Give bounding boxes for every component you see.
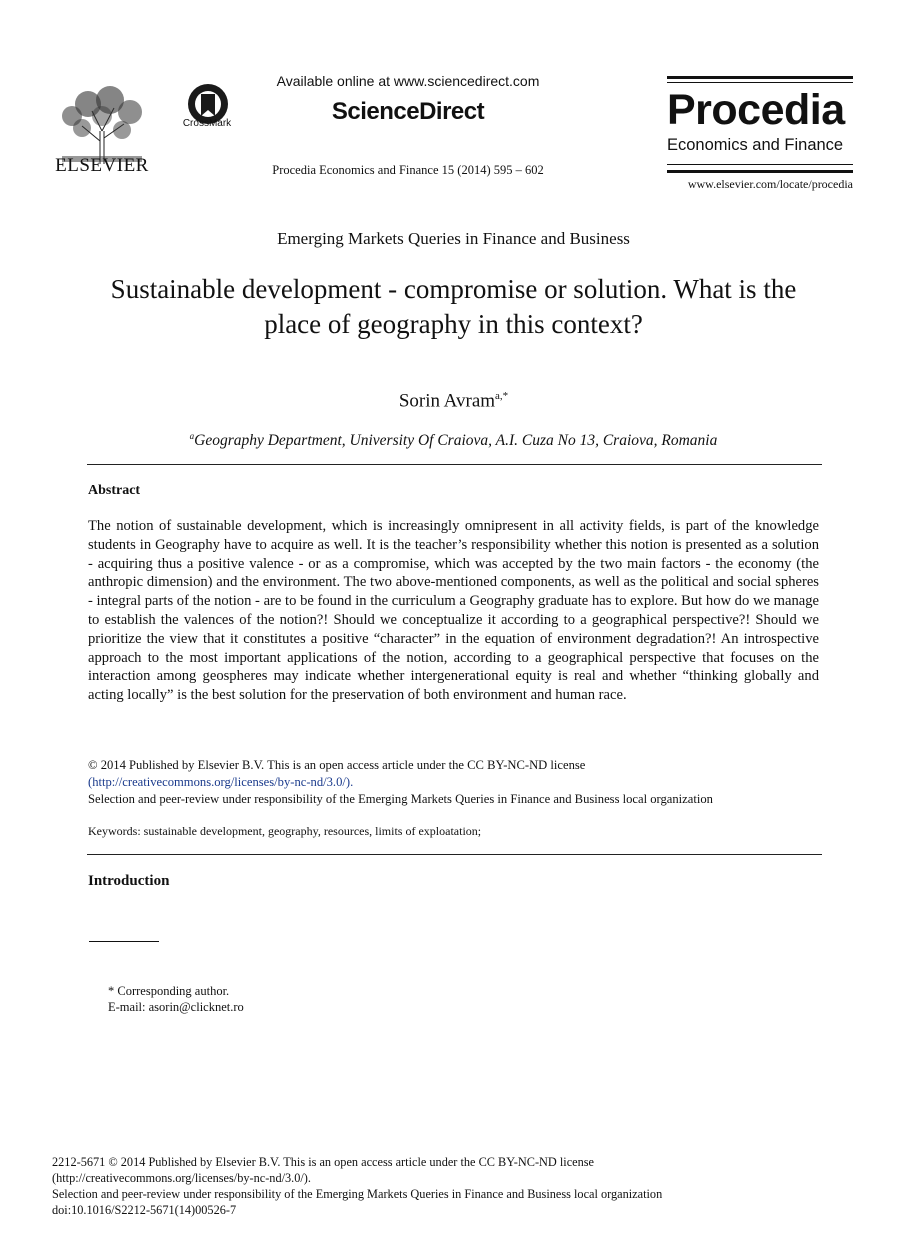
abstract-heading: Abstract <box>88 483 141 498</box>
introduction-heading: Introduction <box>88 873 170 889</box>
peer-review-note: Selection and peer-review under responsibility of the Emerging Markets Queries in Finance and Business local organization <box>88 792 713 806</box>
affiliation-mark: a <box>189 431 195 441</box>
conference-name: Emerging Markets Queries in Finance and Business <box>277 229 630 248</box>
author-email[interactable]: E-mail: asorin@clicknet.ro <box>108 1000 244 1014</box>
title-line-1: Sustainable development - compromise or solution. What is the <box>110 274 797 304</box>
affiliation-text: Geography Department, University Of Craiova, A.I. Cuza No 13, Craiova, Romania <box>194 432 718 450</box>
procedia-top-rule-thin <box>667 82 853 83</box>
procedia-url[interactable]: www.elsevier.com/locate/procedia <box>687 177 853 191</box>
abstract-bottom-rule <box>87 854 822 855</box>
procedia-title: Procedia <box>667 86 845 134</box>
abstract-body: The notion of sustainable development, which is increasingly omnipresent in all activity fields, is part of the knowledge students in Geography have to acquire as well. It is the teacher’s responsibility whether this notion is presented as a solution - acquiring thus a positive valence - or as a compromise, which was accepted by the two main factors - the economy (the anthropic dimension) and the environment. The two above-mentioned components, as well as the political and social spheres - integral parts of the notion - are to be found in the curriculum a Geography graduate has to explore. But how do we manage to establish the valences of the notion?! Should we conceptualize it according to a geographical perspective?! Should we prioritize the view that it constitutes a positive “character” in the equation of environment degradation?! An introspective approach to the most important applications of the notion, according to a geographical perspective that focuses on the interaction among geospheres may indicate whether intergenerational equity is real and whether “thinking globally and acting locally” is the best solution for the preservation of both environment and human race. <box>88 518 819 704</box>
footer-license-link[interactable]: (http://creativecommons.org/licenses/by-nc-nd/3.0/). <box>52 1171 311 1185</box>
elsevier-wordmark: ELSEVIER <box>55 155 149 176</box>
corresponding-author-note: * Corresponding author. <box>108 984 230 998</box>
author-name: Sorin Avram <box>398 390 496 412</box>
footer-doi[interactable]: doi:10.1016/S2212-5671(14)00526-7 <box>52 1203 237 1217</box>
license-link[interactable]: (http://creativecommons.org/licenses/by-nc-nd/3.0/). <box>88 775 354 789</box>
crossmark-label: CrossMark <box>182 118 232 129</box>
footnote-rule <box>89 941 159 942</box>
abstract-top-rule <box>87 464 822 465</box>
title-line-2: place of geography in this context? <box>264 309 643 339</box>
footer-peer-review: Selection and peer-review under responsibility of the Emerging Markets Queries in Finance and Business local organization <box>52 1187 663 1201</box>
author <box>0 390 907 412</box>
procedia-bottom-rule <box>667 170 853 173</box>
available-online-text: Available online at www.sciencedirect.com <box>276 73 540 89</box>
procedia-top-rule <box>667 76 853 79</box>
paper-title <box>80 272 827 342</box>
procedia-bottom-rule-thin <box>667 164 853 165</box>
sciencedirect-wordmark[interactable]: ScienceDirect <box>331 98 485 125</box>
author-marks: a,* <box>495 390 509 402</box>
keywords: Keywords: sustainable development, geography, resources, limits of exploatation; <box>88 824 482 838</box>
footer-issn-line: 2212-5671 © 2014 Published by Elsevier B.V. This is an open access article under the CC BY-NC-ND license <box>52 1155 595 1169</box>
affiliation <box>0 431 907 450</box>
copyright-line: © 2014 Published by Elsevier B.V. This is an open access article under the CC BY-NC-ND license <box>88 758 586 772</box>
journal-reference: Procedia Economics and Finance 15 (2014) 595 – 602 <box>272 163 544 177</box>
procedia-subtitle: Economics and Finance <box>667 136 844 154</box>
